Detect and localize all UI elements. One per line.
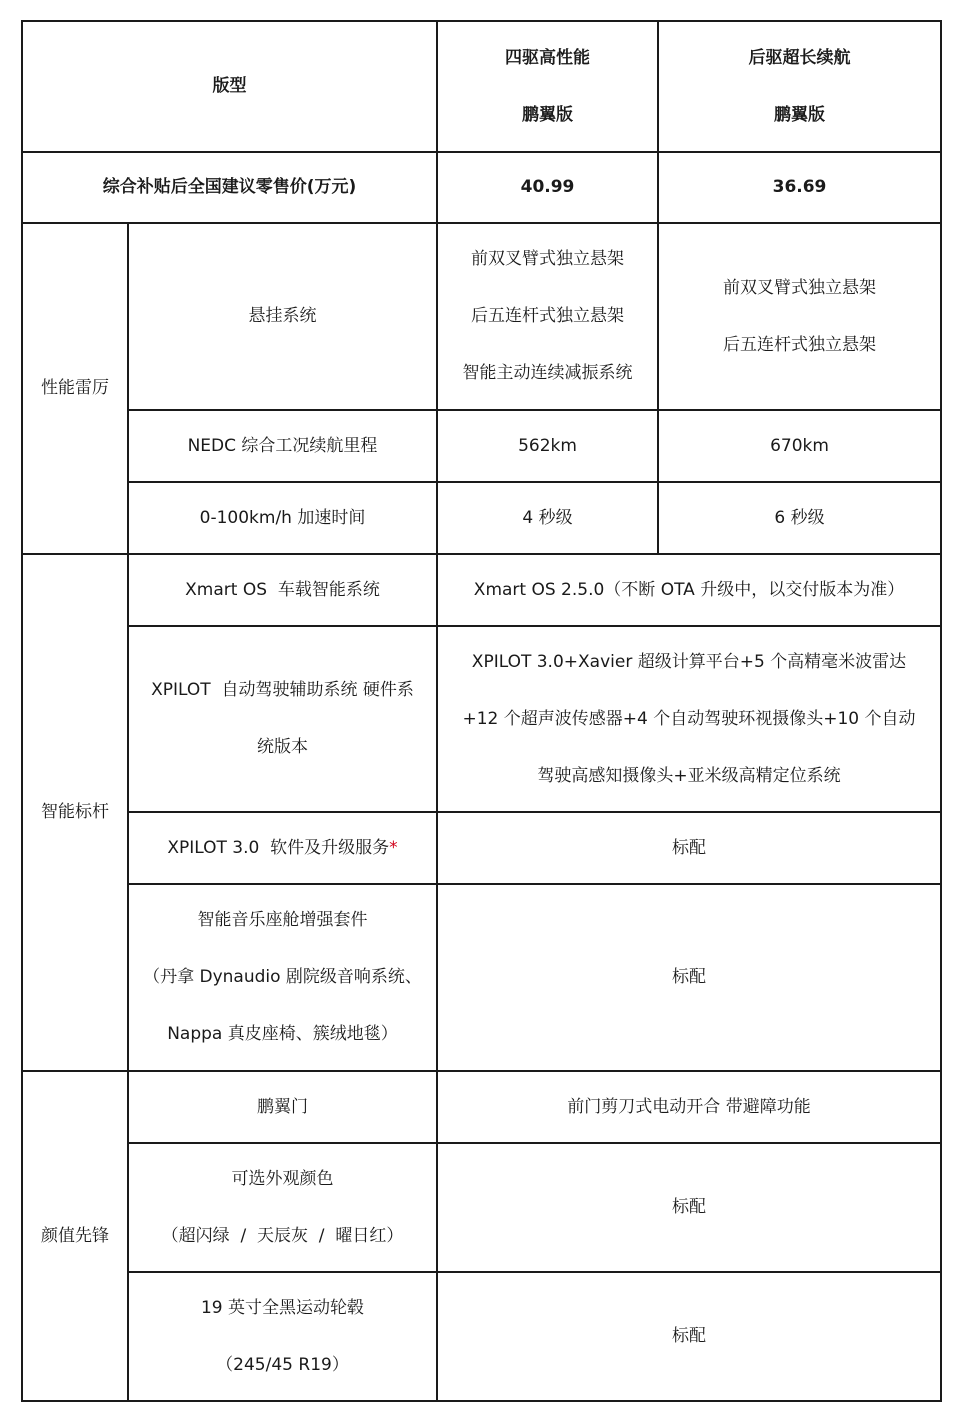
xpilot-hw-value-line: +12 个超声波传感器+4 个自动驾驶环视摄像头+10 个自动	[462, 708, 916, 729]
suspension-col1-line: 智能主动连续减振系统	[462, 363, 633, 383]
suspension-col2-line: 后五连杆式独立悬架	[723, 334, 876, 355]
colors-row	[22, 1143, 941, 1272]
accel-col1: 4 秒级	[437, 482, 658, 554]
wheels-row	[22, 1272, 941, 1401]
range-col1: 562km	[437, 410, 658, 482]
group-performance: 性能雷厉	[22, 223, 128, 554]
accel-col2: 6 秒级	[658, 482, 941, 554]
accel-label: 0-100km/h 加速时间	[128, 482, 437, 554]
group-looks: 颜值先锋	[22, 1071, 128, 1401]
price-row	[22, 152, 941, 223]
wheels-label-line: （245/45 R19）	[216, 1354, 349, 1375]
suspension-col1-line: 前双叉臂式独立悬架	[471, 249, 624, 269]
group-smart: 智能标杆	[22, 554, 128, 1071]
suspension-col2-line: 前双叉臂式独立悬架	[723, 277, 876, 298]
header-row	[22, 21, 941, 152]
suspension-col2	[658, 223, 941, 410]
spec-table	[21, 20, 942, 1402]
audio-label-line: Nappa 真皮座椅、簇绒地毯）	[167, 1024, 398, 1044]
price-col1: 40.99	[437, 152, 658, 223]
xpilot-hw-label	[128, 626, 437, 812]
colors-label-line: （超闪绿 / 天辰灰 / 曜日红）	[161, 1225, 404, 1246]
header-col2-line2: 鹏翼版	[774, 104, 825, 125]
xpilot-hw-value-line: 驾驶高感知摄像头+亚米级高精定位系统	[537, 765, 841, 786]
wheels-label-line: 19 英寸全黑运动轮毂	[200, 1297, 365, 1318]
price-label: 综合补贴后全国建议零售价(万元)	[22, 152, 437, 223]
doors-row	[22, 1071, 941, 1143]
suspension-col1	[437, 223, 658, 410]
wheels-label	[128, 1272, 437, 1401]
xpilot-sw-label	[128, 812, 437, 884]
doors-value: 前门剪刀式电动开合 带避障功能	[437, 1071, 941, 1143]
xpilot-sw-row	[22, 812, 941, 884]
xpilot-hw-value	[437, 626, 941, 812]
audio-row	[22, 884, 941, 1071]
os-value: Xmart OS 2.5.0（不断 OTA 升级中，以交付版本为准）	[437, 554, 941, 626]
audio-label-line: 智能音乐座舱增强套件	[197, 910, 368, 930]
accel-row	[22, 482, 941, 554]
header-col2	[658, 21, 941, 152]
header-col1-line1: 四驱高性能	[505, 47, 590, 68]
colors-label	[128, 1143, 437, 1272]
range-label: NEDC 综合工况续航里程	[128, 410, 437, 482]
wheels-value: 标配	[437, 1272, 941, 1401]
header-col1	[437, 21, 658, 152]
suspension-col1-line: 后五连杆式独立悬架	[471, 306, 624, 326]
range-col2: 670km	[658, 410, 941, 482]
audio-label-line: （丹拿 Dynaudio 剧院级音响系统、	[143, 967, 422, 987]
os-label: Xmart OS 车载智能系统	[128, 554, 437, 626]
xpilot-sw-label-text: XPILOT 3.0 软件及升级服务	[167, 837, 390, 858]
xpilot-hw-value-line: XPILOT 3.0+Xavier 超级计算平台+5 个高精毫米波雷达	[471, 651, 907, 672]
colors-label-line: 可选外观颜色	[231, 1168, 334, 1189]
colors-value: 标配	[437, 1143, 941, 1272]
xpilot-hw-label-line: XPILOT 自动驾驶辅助系统 硬件系	[151, 680, 414, 700]
price-col2: 36.69	[658, 152, 941, 223]
header-col2-line1: 后驱超长续航	[748, 47, 851, 68]
doors-label: 鹏翼门	[128, 1071, 437, 1143]
header-label: 版型	[22, 21, 437, 152]
footnote-mark: *	[389, 837, 398, 858]
audio-label	[128, 884, 437, 1071]
xpilot-hw-row	[22, 626, 941, 812]
suspension-label: 悬挂系统	[128, 223, 437, 410]
xpilot-hw-label-line: 统版本	[257, 737, 308, 757]
range-row	[22, 410, 941, 482]
suspension-row	[22, 223, 941, 410]
xpilot-sw-value: 标配	[437, 812, 941, 884]
header-col1-line2: 鹏翼版	[522, 104, 573, 125]
os-row	[22, 554, 941, 626]
audio-value: 标配	[437, 884, 941, 1071]
